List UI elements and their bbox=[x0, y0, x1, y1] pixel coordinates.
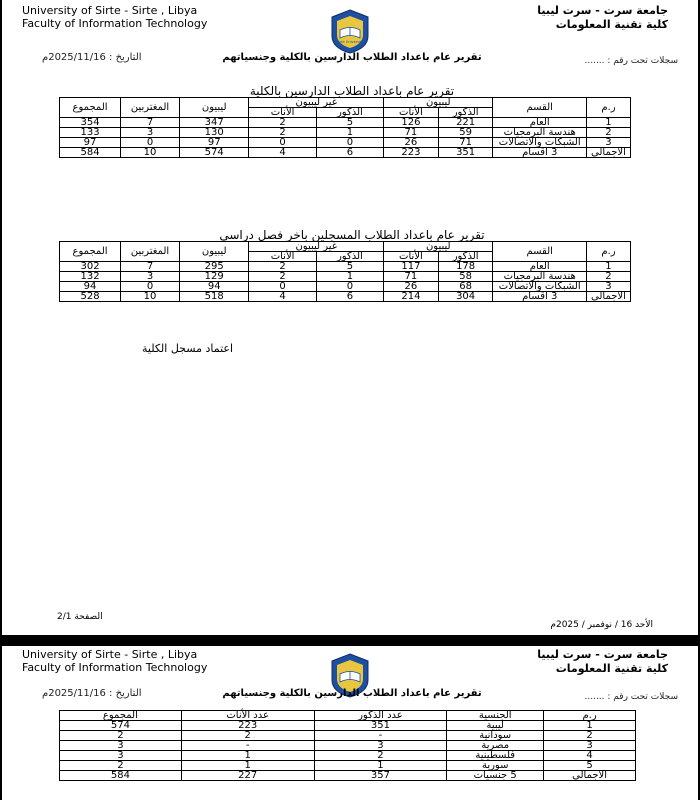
cell-total: 132 bbox=[60, 272, 121, 282]
header-dept: القسم bbox=[493, 242, 586, 262]
cell-males: - bbox=[314, 731, 447, 741]
header-nonlibyan-female: الأنات bbox=[249, 252, 316, 262]
cell-no: 2 bbox=[544, 731, 636, 741]
cell-males: 351 bbox=[314, 721, 447, 731]
table-row bbox=[60, 138, 631, 148]
cell-total: 97 bbox=[60, 138, 121, 148]
cell-dept: 3 اقسام bbox=[493, 148, 586, 158]
cell-no: 3 bbox=[586, 138, 630, 148]
report-page-2 bbox=[2, 646, 698, 800]
cell-males: 3 bbox=[314, 741, 447, 751]
university-name-ar: جامعة سرت - سرت ليبيا bbox=[537, 4, 668, 17]
university-name-ar: جامعة سرت - سرت ليبيا bbox=[537, 648, 668, 661]
cell-libyans: 94 bbox=[179, 282, 248, 292]
university-name-en: University of Sirte - Sirte , Libya bbox=[22, 4, 198, 17]
cell-no: 2 bbox=[586, 128, 630, 138]
table-row bbox=[60, 128, 631, 138]
cell-libyan-male: 304 bbox=[438, 292, 493, 302]
faculty-name-ar: كلية تقنية المعلومات bbox=[555, 18, 668, 31]
cell-nonlibyan-female: 0 bbox=[249, 282, 316, 292]
report2-table bbox=[59, 241, 631, 302]
cell-dept: الشبكات والاتصالات bbox=[493, 282, 586, 292]
header-nonlibyan-male: الذكور bbox=[316, 108, 383, 118]
header-no: ر.م bbox=[586, 242, 630, 262]
cell-no: 1 bbox=[544, 721, 636, 731]
report2-title: تقرير عام باعداد الطلاب المسجلين باخر فصل دراسي bbox=[219, 228, 485, 242]
cell-males: 1 bbox=[314, 761, 447, 771]
nationality-table bbox=[59, 710, 636, 781]
faculty-name-ar: كلية تقنية المعلومات bbox=[555, 662, 668, 675]
table-row bbox=[60, 751, 636, 761]
cell-libyan-female: 214 bbox=[384, 292, 439, 302]
university-logo-icon bbox=[328, 8, 372, 54]
cell-nonlibyan-male: 0 bbox=[316, 138, 383, 148]
cell-no: 2 bbox=[586, 272, 630, 282]
report-date: التاريخ : 2025/11/16م bbox=[42, 52, 142, 63]
cell-libyan-female: 26 bbox=[384, 282, 439, 292]
registry-number: سجلات تحت رقم : ....... bbox=[584, 692, 678, 702]
cell-libyan-female: 126 bbox=[384, 118, 439, 128]
cell-expats: 3 bbox=[121, 272, 180, 282]
cell-total: 2 bbox=[60, 731, 182, 741]
registrar-approval: اعتماد مسجل الكلية bbox=[142, 342, 234, 355]
table-row bbox=[60, 761, 636, 771]
cell-females: 227 bbox=[181, 771, 314, 781]
cell-females: 2 bbox=[181, 731, 314, 741]
cell-expats: 0 bbox=[121, 282, 180, 292]
cell-libyan-male: 68 bbox=[438, 282, 493, 292]
cell-no: 3 bbox=[586, 282, 630, 292]
report-page-1 bbox=[2, 0, 698, 635]
cell-dept: العام bbox=[493, 262, 586, 272]
cell-libyans: 574 bbox=[179, 148, 248, 158]
cell-nonlibyan-female: 0 bbox=[249, 138, 316, 148]
header-libyans-total: ليبيون bbox=[179, 98, 248, 118]
cell-nonlibyan-male: 0 bbox=[316, 282, 383, 292]
cell-females: 1 bbox=[181, 751, 314, 761]
cell-libyans: 295 bbox=[179, 262, 248, 272]
cell-libyan-male: 221 bbox=[438, 118, 493, 128]
report-main-title: تقرير عام باعداد الطلاب الدارسين بالكلية وجنسياتهم bbox=[222, 52, 482, 63]
cell-nationality: سودانية bbox=[447, 731, 544, 741]
cell-expats: 7 bbox=[121, 118, 180, 128]
cell-nonlibyan-female: 2 bbox=[249, 128, 316, 138]
page-number: الصفحة 2/1 bbox=[57, 612, 103, 622]
header-females: عدد الأنات bbox=[181, 711, 314, 721]
cell-nonlibyan-male: 1 bbox=[316, 128, 383, 138]
cell-males: 357 bbox=[314, 771, 447, 781]
table-row bbox=[60, 282, 631, 292]
header-nonlibyan-male: الذكور bbox=[316, 252, 383, 262]
table-total-row bbox=[60, 292, 631, 302]
report1-title: تقرير عام باعداد الطلاب الدارسين بالكلية bbox=[249, 84, 455, 98]
cell-no: 5 bbox=[544, 761, 636, 771]
table-row bbox=[60, 731, 636, 741]
cell-no: 3 bbox=[544, 741, 636, 751]
cell-females: 1 bbox=[181, 761, 314, 771]
cell-expats: 10 bbox=[121, 148, 180, 158]
header-no: ر.م bbox=[586, 98, 630, 118]
cell-total: 528 bbox=[60, 292, 121, 302]
svg-text:Sirte University: Sirte University bbox=[336, 40, 364, 44]
cell-males: 2 bbox=[314, 751, 447, 761]
header-no: ر.م bbox=[544, 711, 636, 721]
cell-libyans: 130 bbox=[179, 128, 248, 138]
cell-dept: هندسة البرمجيات bbox=[493, 272, 586, 282]
header-nationality: الجنسية bbox=[447, 711, 544, 721]
header-libyans-total: ليبيون bbox=[179, 242, 248, 262]
cell-nonlibyan-female: 4 bbox=[249, 292, 316, 302]
table-header-row bbox=[60, 242, 631, 252]
cell-total: 584 bbox=[60, 771, 182, 781]
cell-libyan-female: 117 bbox=[384, 262, 439, 272]
cell-expats: 3 bbox=[121, 128, 180, 138]
cell-dept: الشبكات والاتصالات bbox=[493, 138, 586, 148]
report-date: التاريخ : 2025/11/16م bbox=[42, 688, 142, 699]
cell-no: 1 bbox=[586, 118, 630, 128]
cell-dept: العام bbox=[493, 118, 586, 128]
table-row bbox=[60, 721, 636, 731]
table-total-row bbox=[60, 148, 631, 158]
report1-table bbox=[59, 97, 631, 158]
table-row bbox=[60, 741, 636, 751]
cell-expats: 0 bbox=[121, 138, 180, 148]
table-row bbox=[60, 118, 631, 128]
header-libyan-male: الذكور bbox=[438, 252, 493, 262]
header-males: عدد الذكور bbox=[314, 711, 447, 721]
header-libyan: ليبيون bbox=[384, 98, 493, 108]
cell-total: 302 bbox=[60, 262, 121, 272]
cell-no: الاجمالي bbox=[586, 148, 630, 158]
cell-nonlibyan-male: 5 bbox=[316, 118, 383, 128]
cell-nonlibyan-male: 1 bbox=[316, 272, 383, 282]
faculty-name-en: Faculty of Information Technology bbox=[22, 661, 208, 674]
cell-nonlibyan-female: 2 bbox=[249, 272, 316, 282]
header-libyan-male: الذكور bbox=[438, 108, 493, 118]
cell-libyan-female: 71 bbox=[384, 272, 439, 282]
cell-libyan-male: 351 bbox=[438, 148, 493, 158]
table-header-row bbox=[60, 98, 631, 108]
cell-libyan-female: 26 bbox=[384, 138, 439, 148]
cell-nonlibyan-male: 6 bbox=[316, 148, 383, 158]
header-non-libyan: غير ليبيون bbox=[249, 98, 384, 108]
cell-expats: 10 bbox=[121, 292, 180, 302]
cell-libyans: 97 bbox=[179, 138, 248, 148]
cell-nonlibyan-male: 5 bbox=[316, 262, 383, 272]
cell-total: 584 bbox=[60, 148, 121, 158]
footer-date: الأحد 16 / نوفمبر / 2025م bbox=[550, 620, 653, 630]
table-total-row bbox=[60, 771, 636, 781]
cell-total: 574 bbox=[60, 721, 182, 731]
cell-nationality: ليبية bbox=[447, 721, 544, 731]
header-libyan-female: الأنات bbox=[384, 252, 439, 262]
report-main-title: تقرير عام باعداد الطلاب الدارسين بالكلية وجنسياتهم bbox=[222, 688, 482, 699]
header-libyan: ليبيون bbox=[384, 242, 493, 252]
registry-number: سجلات تحت رقم : ....... bbox=[584, 56, 678, 66]
cell-nationality: فلسطينية bbox=[447, 751, 544, 761]
cell-total: 3 bbox=[60, 751, 182, 761]
cell-total: 3 bbox=[60, 741, 182, 751]
cell-libyan-male: 58 bbox=[438, 272, 493, 282]
cell-dept: 3 اقسام bbox=[493, 292, 586, 302]
table-header-row bbox=[60, 711, 636, 721]
cell-libyans: 129 bbox=[179, 272, 248, 282]
cell-nonlibyan-female: 4 bbox=[249, 148, 316, 158]
cell-nonlibyan-male: 6 bbox=[316, 292, 383, 302]
cell-expats: 7 bbox=[121, 262, 180, 272]
cell-nationality: سورية bbox=[447, 761, 544, 771]
cell-libyan-female: 223 bbox=[384, 148, 439, 158]
cell-total: 94 bbox=[60, 282, 121, 292]
cell-libyan-male: 178 bbox=[438, 262, 493, 272]
table-row bbox=[60, 272, 631, 282]
cell-females: - bbox=[181, 741, 314, 751]
header-total: المجموع bbox=[60, 98, 121, 118]
cell-no: 1 bbox=[586, 262, 630, 272]
cell-females: 223 bbox=[181, 721, 314, 731]
cell-dept: هندسة البرمجيات bbox=[493, 128, 586, 138]
cell-nonlibyan-female: 2 bbox=[249, 262, 316, 272]
header-libyan-female: الأنات bbox=[384, 108, 439, 118]
cell-total: 354 bbox=[60, 118, 121, 128]
header-total: المجموع bbox=[60, 711, 182, 721]
cell-nationality: مصرية bbox=[447, 741, 544, 751]
cell-libyans: 518 bbox=[179, 292, 248, 302]
cell-nonlibyan-female: 2 bbox=[249, 118, 316, 128]
header-dept: القسم bbox=[493, 98, 586, 118]
cell-total: 2 bbox=[60, 761, 182, 771]
cell-no: الاجمالي bbox=[586, 292, 630, 302]
cell-no: 4 bbox=[544, 751, 636, 761]
header-nonlibyan-female: الأنات bbox=[249, 108, 316, 118]
cell-libyan-female: 71 bbox=[384, 128, 439, 138]
header-expats: المغتربين bbox=[121, 98, 180, 118]
header-non-libyan: غير ليبيون bbox=[249, 242, 384, 252]
cell-total: 133 bbox=[60, 128, 121, 138]
university-name-en: University of Sirte - Sirte , Libya bbox=[22, 648, 198, 661]
header-total: المجموع bbox=[60, 242, 121, 262]
cell-libyans: 347 bbox=[179, 118, 248, 128]
faculty-name-en: Faculty of Information Technology bbox=[22, 17, 208, 30]
table-row bbox=[60, 262, 631, 272]
header-expats: المغتربين bbox=[121, 242, 180, 262]
cell-nationality: 5 جنسيات bbox=[447, 771, 544, 781]
cell-no: الاجمالي bbox=[544, 771, 636, 781]
cell-libyan-male: 59 bbox=[438, 128, 493, 138]
cell-libyan-male: 71 bbox=[438, 138, 493, 148]
